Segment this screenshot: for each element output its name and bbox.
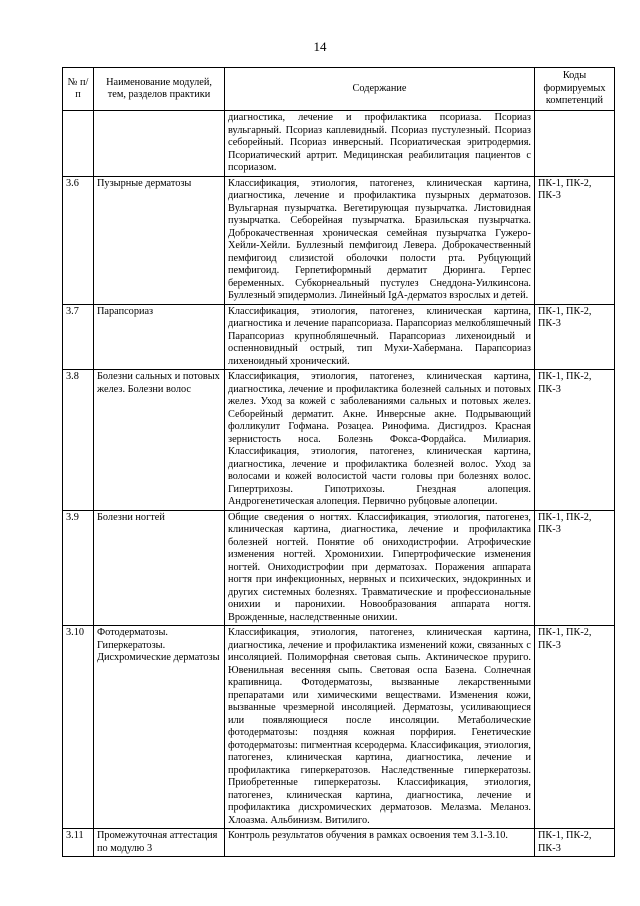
row-name: Фотодерматозы. Гиперкератозы. Дисхромические дерматозы <box>94 626 225 829</box>
row-num: 3.10 <box>63 626 94 829</box>
table-row <box>63 176 615 304</box>
row-codes: ПК-1, ПК-2, ПК-3 <box>535 510 615 626</box>
row-name: Болезни ногтей <box>94 510 225 626</box>
header-codes: Коды формируемых компетенций <box>535 68 615 111</box>
row-codes: ПК-1, ПК-2, ПК-3 <box>535 829 615 857</box>
row-num: 3.7 <box>63 304 94 370</box>
row-content: Общие сведения о ногтях. Классификация, этиология, патогенез, клиническая картина, диагностика, лечение и профилактика болезней ногтей. Понятие об ониходистрофии. Атрофические изменения ногтей. Хромонихии. Гипертрофические изменения ногтей. Ониходистрофии при дерматозах. Поражения аппарата ногтя при инфекционных, нервных и психических, эндокринных и других системных болезнях. Травматические и профессиональные онихии и паронихии. Новообразования аппарата ногтя. Врожденные, наследственные онихии. <box>225 510 535 626</box>
table-header-row <box>63 68 615 111</box>
row-name <box>94 111 225 177</box>
table-row <box>63 370 615 511</box>
row-num: 3.8 <box>63 370 94 511</box>
row-num: 3.11 <box>63 829 94 857</box>
table-row <box>63 626 615 829</box>
curriculum-table <box>62 67 615 857</box>
header-num: № п/п <box>63 68 94 111</box>
row-content: диагностика, лечение и профилактика псориаза. Псориаз вульгарный. Псориаз каплевидный. Псориаз пустулезный. Псориаз себорейный. Псориаз инверсный. Псориатическая эритродермия. Псориатический артрит. Медицинская реабилитация пациентов с псориазом. <box>225 111 535 177</box>
row-num: 3.6 <box>63 176 94 304</box>
row-content: Классификация, этиология, патогенез, клиническая картина, диагностика, лечение и профилактика болезней сальных и потовых желез. Уход за кожей с заболеваниями сальных и потовых желез. Себорейный дерматит. Акне. Инверсные акне. Подрывающий фолликулит Гофмана. Розацеа. Ринофима. Дисгидроз. Красная зернистость носа. Болезнь Фокса-Фордайса. Милиария. Классификация, этиология, патогенез, клиническая картина, диагностика, лечение и профилактика болезней волос. Уход за волосами и кожей волосистой части головы при болезнях волос. Гипертрихозы. Гипотрихозы. Гнездная алопеция. Андрогенетическая алопеция. Первично рубцовые алопеции. <box>225 370 535 511</box>
row-content: Контроль результатов обучения в рамках освоения тем 3.1-3.10. <box>225 829 535 857</box>
row-content: Классификация, этиология, патогенез, клиническая картина, диагностика, лечение и профилактика изменений кожи, связанных с инсоляцией. Полиморфная световая сыпь. Актиническое пруриго. Ювенильная весенняя сыпь. Световая оспа Базена. Солнечная крапивница. Фотодерматозы, вызванные лекарственными препаратами или химическими веществами. Изменения кожи, вызванные чрезмерной инсоляцией. Дерматозы, усиливающиеся или появляющиеся после инсоляции. Метаболические фотодерматозы: поздняя кожная порфирия. Генетические фотодерматозы: пигментная ксеродерма. Классификация, этиология, патогенез, клиническая картина, диагностика, лечение и профилактика гиперкератозов. Наследственные гиперкератозы. Приобретенные гиперкератозы. Классификация, этиология, патогенез, клиническая картина, диагностика, лечение и профилактика дисхромических дерматозов. Мелазма. Меланоз. Хлоазма. Альбинизм. Витилиго. <box>225 626 535 829</box>
row-codes: ПК-1, ПК-2, ПК-3 <box>535 176 615 304</box>
row-num <box>63 111 94 177</box>
row-codes <box>535 111 615 177</box>
row-name: Пузырные дерматозы <box>94 176 225 304</box>
table-row <box>63 829 615 857</box>
row-content: Классификация, этиология, патогенез, клиническая картина, диагностика, лечение и профилактика пузырных дерматозов. Вульгарная пузырчатка. Вегетирующая пузырчатка. Листовидная пузырчатка. Себорейная пузырчатка. Бразильская пузырчатка. Доброкачественная хроническая семейная пузырчатка Гужеро-Хейли-Хейли. Буллезный пемфигоид Левера. Доброкачественный пемфигоид слизистой оболочки полости рта. Рубцующий пемфигоид. Герпетиформный дерматит Дюринга. Герпес беременных. Субкорнеальный пустулез Снеддона-Уилкинсона. Буллезный эпидермолиз. Линейный IgA-дерматоз взрослых и детей. <box>225 176 535 304</box>
table-row <box>63 111 615 177</box>
row-name: Парапсориаз <box>94 304 225 370</box>
header-content: Содержание <box>225 68 535 111</box>
row-codes: ПК-1, ПК-2, ПК-3 <box>535 304 615 370</box>
page-number: 14 <box>313 39 327 54</box>
row-num: 3.9 <box>63 510 94 626</box>
row-codes: ПК-1, ПК-2, ПК-3 <box>535 370 615 511</box>
table-row <box>63 510 615 626</box>
table-row <box>63 304 615 370</box>
row-codes: ПК-1, ПК-2, ПК-3 <box>535 626 615 829</box>
row-name: Болезни сальных и потовых желез. Болезни волос <box>94 370 225 511</box>
row-content: Классификация, этиология, патогенез, клиническая картина, диагностика и лечение парапсориаза. Парапсориаз мелкобляшечный Парапсориаз крупнобляшечный. Парапсориаз лихеноидный и оспенновидный острый, тип Мухи-Хабермана. Парапсориаз лихеноидный хронический. <box>225 304 535 370</box>
row-name: Промежуточная аттестация по модулю 3 <box>94 829 225 857</box>
header-name: Наименование модулей, тем, разделов практики <box>94 68 225 111</box>
